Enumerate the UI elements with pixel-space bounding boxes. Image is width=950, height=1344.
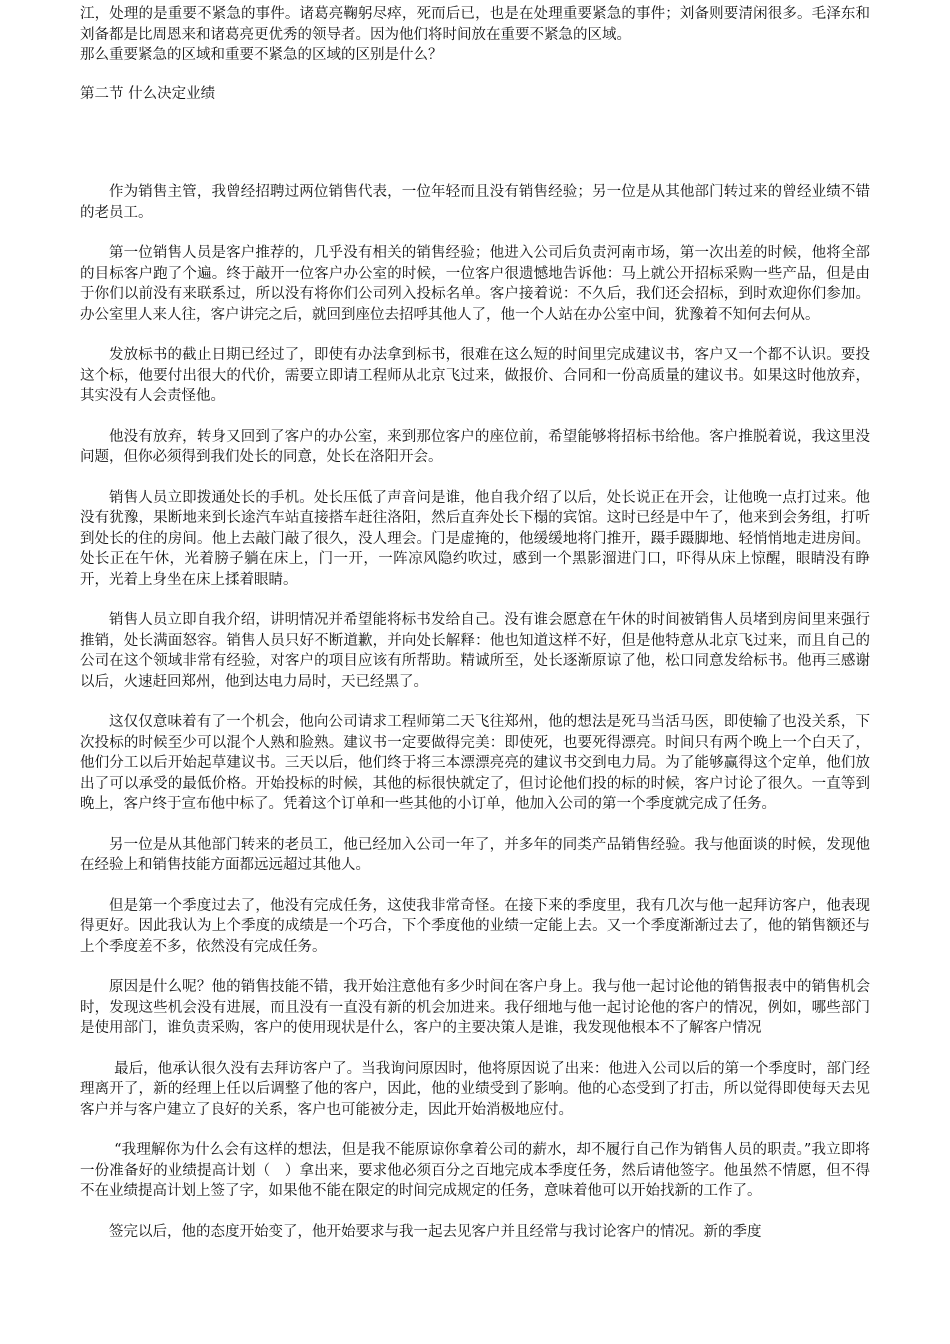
body-paragraph-1: 作为销售主管，我曾经招聘过两位销售代表，一位年轻而且没有销售经验；另一位是从其他部门转过来的曾经业绩不错的老员工。 <box>80 184 870 221</box>
body-paragraph-5: 销售人员立即拨通处长的手机。处长压低了声音问是谁，他自我介绍了以后，处长说正在开会，让他晚一点打过来。他没有犹豫，果断地来到长途汽车站直接搭车赶往洛阳，然后直奔处长下榻的宾馆。这时已经是中午了，他来到会务组，打听到处长的住的房间。他上去敲门敲了很久，没人理会。门是虚掩的，他缓缓地将门推开，蹑手蹑脚地、轻悄悄地走进房间。处长正在午休，光着膀子躺在床上，门一开，一阵凉风隐约吹过，感到一个黑影溜进门口，吓得从床上惊醒，眼睛没有睁开，光着上身坐在床上揉着眼睛。 <box>80 489 870 588</box>
section-heading: 第二节 什么决定业绩 <box>80 85 216 102</box>
body-paragraph-8: 另一位是从其他部门转来的老员工，他已经加入公司一年了，并多年的同类产品销售经验。我与他面谈的时候，发现他在经验上和销售技能方面都远远超过其他人。 <box>80 836 870 873</box>
body-paragraph-2: 第一位销售人员是客户推荐的，几乎没有相关的销售经验；他进入公司后负责河南市场，第一次出差的时候，他将全部的目标客户跑了个遍。终于敲开一位客户办公室的时候，一位客户很遗憾地告诉他：马上就公开招标采购一些产品，但是由于你们以前没有来联系过，所以没有将你们公司列入投标名单。客户接着说：不久后，我们还会招标，到时欢迎你们参加。办公室里人来人往，客户讲完之后，就回到座位去招呼其他人了，他一个人站在办公室中间，犹豫着不知何去何从。 <box>80 245 870 323</box>
document-page <box>80 4 870 1262</box>
body-paragraph-10: 原因是什么呢？他的销售技能不错，我开始注意他有多少时间在客户身上。我与他一起讨论他的销售报表中的销售机会时，发现这些机会没有进展，而且没有一直没有新的机会加进来。我仔细地与他一起讨论他的客户的情况，例如，哪些部门是使用部门，谁负责采购，客户的使用现状是什么，客户的主要决策人是谁，我发现他根本不了解客户情况 <box>80 979 870 1036</box>
body-paragraph-12: “我理解你为什么会有这样的想法，但是我不能原谅你拿着公司的薪水，却不履行自己作为销售人员的职责。”我立即将一份准备好的业绩提高计划（ ）拿出来，要求他必须百分之百地完成本季度任务，然后请他签字。他虽然不情愿，但不得不在业绩提高计划上签了字，如果他不能在限定的时间完成规定的任务，意味着他可以开始找新的工作了。 <box>80 1142 870 1199</box>
body-paragraph-13: 签完以后，他的态度开始变了，他开始要求与我一起去见客户并且经常与我讨论客户的情况。新的季度 <box>109 1223 762 1240</box>
body-paragraph-9: 但是第一个季度过去了，他没有完成任务，这使我非常奇怪。在接下来的季度里，我有几次与他一起拜访客户，他表现得更好。因此我认为上个季度的成绩是一个巧合，下个季度他的业绩一定能上去。又一个季度渐渐过去了，他的销售额还与上个季度差不多，依然没有完成任务。 <box>80 897 870 955</box>
intro-question: 那么重要紧急的区域和重要不紧急的区域的区别是什么？ <box>80 47 443 63</box>
intro-paragraph: 江，处理的是重要不紧急的事件。诸葛亮鞠躬尽瘁，死而后已，也是在处理重要紧急的事件；刘备则要清闲很多。毛泽东和刘备都是比周恩来和诸葛亮更优秀的领导者。因为他们将时间放在重要不紧急的区域。 <box>80 6 870 43</box>
body-paragraph-4: 他没有放弃，转身又回到了客户的办公室，来到那位客户的座位前，希望能够将招标书给他。客户推脱着说，我这里没问题，但你必须得到我们处长的同意，处长在洛阳开会。 <box>80 428 870 465</box>
body-paragraph-11: 最后，他承认很久没有去拜访客户了。当我询问原因时，他将原因说了出来：他进入公司以后的第一个季度时，部门经理离开了，新的经理上任以后调整了他的客户，因此，他的业绩受到了影响。他的心态受到了打击，所以觉得即使每天去见客户并与客户建立了良好的关系，客户也可能被分走，因此开始消极地应付。 <box>80 1060 870 1118</box>
body-paragraph-6: 销售人员立即自我介绍，讲明情况并希望能将标书发给自己。没有谁会愿意在午休的时间被销售人员堵到房间里来强行推销，处长满面怒容。销售人员只好不断道歉，并向处长解释：他也知道这样不好，但是他特意从北京飞过来，而且自己的公司在这个领域非常有经验，对客户的项目应该有所帮助。精诚所至，处长逐渐原谅了他，松口同意发给标书。他再三感谢以后，火速赶回郑州，他到达电力局时，天已经黑了。 <box>80 612 870 690</box>
body-paragraph-7: 这仅仅意味着有了一个机会，他向公司请求工程师第二天飞往郑州，他的想法是死马当活马医，即使输了也没关系，下次投标的时候至少可以混个人熟和脸熟。建议书一定要做得完美：即使死，也要死得漂亮。时间只有两个晚上一个白天了，他们分工以后开始起草建议书。三天以后，他们终于将三本漂漂亮亮的建议书交到电力局。为了能够赢得这个定单，他们放出了可以承受的最低价格。开始投标的时候，其他的标很快就定了，但讨论他们投的标的时候，客户讨论了很久。一直等到晚上，客户终于宣布他中标了。凭着这个订单和一些其他的小订单，他加入公司的第一个季度就完成了任务。 <box>80 714 870 812</box>
body-paragraph-3: 发放标书的截止日期已经过了，即使有办法拿到标书，很难在这么短的时间里完成建议书，客户又一个都不认识。要投这个标，他要付出很大的代价，需要立即请工程师从北京飞过来，做报价、合同和一份高质量的建议书。如果这时他放弃，其实没有人会责怪他。 <box>80 347 870 404</box>
